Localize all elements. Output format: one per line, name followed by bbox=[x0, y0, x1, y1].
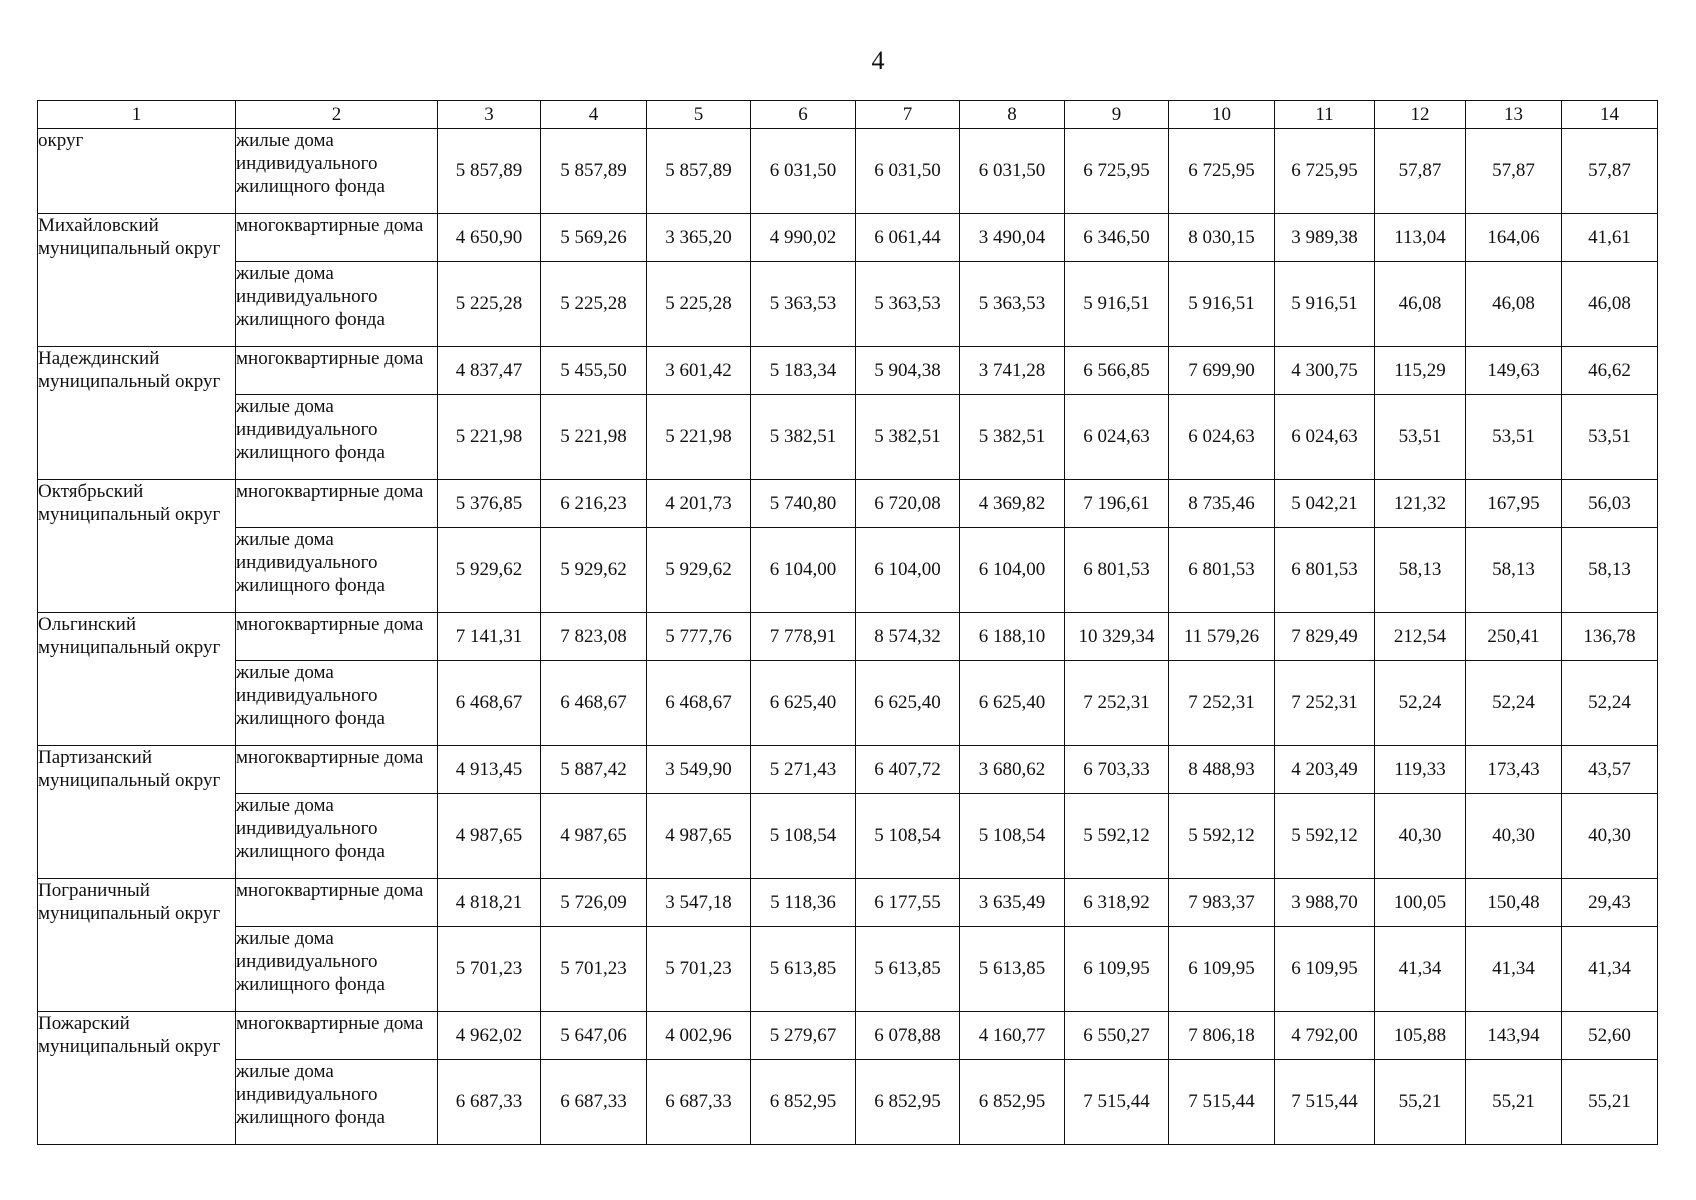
value-cell: 5 108,54 bbox=[751, 794, 856, 879]
column-header-2: 2 bbox=[236, 101, 438, 129]
value-cell: 5 613,85 bbox=[751, 927, 856, 1012]
housing-type-cell: многоквартирные дома bbox=[236, 879, 438, 927]
value-cell: 46,62 bbox=[1562, 347, 1658, 395]
value-cell: 4 002,96 bbox=[647, 1012, 751, 1060]
value-cell: 6 725,95 bbox=[1169, 129, 1275, 214]
value-cell: 4 300,75 bbox=[1275, 347, 1375, 395]
value-cell: 6 078,88 bbox=[856, 1012, 960, 1060]
value-cell: 7 141,31 bbox=[438, 613, 541, 661]
value-cell: 5 916,51 bbox=[1169, 262, 1275, 347]
value-cell: 8 488,93 bbox=[1169, 746, 1275, 794]
value-cell: 4 962,02 bbox=[438, 1012, 541, 1060]
value-cell: 6 177,55 bbox=[856, 879, 960, 927]
column-header-8: 8 bbox=[960, 101, 1065, 129]
value-cell: 3 547,18 bbox=[647, 879, 751, 927]
value-cell: 4 990,02 bbox=[751, 214, 856, 262]
value-cell: 4 913,45 bbox=[438, 746, 541, 794]
value-cell: 6 346,50 bbox=[1065, 214, 1169, 262]
value-cell: 4 201,73 bbox=[647, 480, 751, 528]
value-cell: 7 806,18 bbox=[1169, 1012, 1275, 1060]
value-cell: 6 024,63 bbox=[1169, 395, 1275, 480]
housing-type-cell: многоквартирные дома bbox=[236, 613, 438, 661]
value-cell: 5 108,54 bbox=[856, 794, 960, 879]
value-cell: 5 382,51 bbox=[960, 395, 1065, 480]
value-cell: 41,34 bbox=[1466, 927, 1562, 1012]
value-cell: 6 407,72 bbox=[856, 746, 960, 794]
table-row bbox=[38, 746, 1658, 794]
value-cell: 53,51 bbox=[1562, 395, 1658, 480]
value-cell: 5 929,62 bbox=[647, 528, 751, 613]
value-cell: 52,24 bbox=[1466, 661, 1562, 746]
value-cell: 6 024,63 bbox=[1275, 395, 1375, 480]
value-cell: 41,61 bbox=[1562, 214, 1658, 262]
table-row bbox=[38, 528, 1658, 613]
value-cell: 3 988,70 bbox=[1275, 879, 1375, 927]
housing-type-cell: жилые дома индивидуального жилищного фонда bbox=[236, 1060, 438, 1145]
value-cell: 6 687,33 bbox=[541, 1060, 647, 1145]
table-row bbox=[38, 1060, 1658, 1145]
value-cell: 46,08 bbox=[1466, 262, 1562, 347]
value-cell: 6 566,85 bbox=[1065, 347, 1169, 395]
housing-type-cell: многоквартирные дома bbox=[236, 480, 438, 528]
value-cell: 6 703,33 bbox=[1065, 746, 1169, 794]
value-cell: 4 369,82 bbox=[960, 480, 1065, 528]
column-header-6: 6 bbox=[751, 101, 856, 129]
value-cell: 43,57 bbox=[1562, 746, 1658, 794]
value-cell: 5 225,28 bbox=[647, 262, 751, 347]
value-cell: 46,08 bbox=[1375, 262, 1466, 347]
value-cell: 6 109,95 bbox=[1275, 927, 1375, 1012]
district-name-cell: Надеждинский муниципальный округ bbox=[38, 347, 236, 480]
column-header-4: 4 bbox=[541, 101, 647, 129]
value-cell: 52,60 bbox=[1562, 1012, 1658, 1060]
value-cell: 55,21 bbox=[1562, 1060, 1658, 1145]
value-cell: 6 801,53 bbox=[1169, 528, 1275, 613]
value-cell: 6 104,00 bbox=[960, 528, 1065, 613]
value-cell: 3 490,04 bbox=[960, 214, 1065, 262]
value-cell: 8 030,15 bbox=[1169, 214, 1275, 262]
value-cell: 4 650,90 bbox=[438, 214, 541, 262]
value-cell: 6 031,50 bbox=[751, 129, 856, 214]
table-row bbox=[38, 613, 1658, 661]
table-row bbox=[38, 661, 1658, 746]
value-cell: 5 569,26 bbox=[541, 214, 647, 262]
district-name-cell: Октябрьский муниципальный округ bbox=[38, 480, 236, 613]
table-row bbox=[38, 927, 1658, 1012]
value-cell: 6 720,08 bbox=[856, 480, 960, 528]
value-cell: 7 252,31 bbox=[1169, 661, 1275, 746]
value-cell: 11 579,26 bbox=[1169, 613, 1275, 661]
value-cell: 5 613,85 bbox=[856, 927, 960, 1012]
value-cell: 5 279,67 bbox=[751, 1012, 856, 1060]
value-cell: 57,87 bbox=[1375, 129, 1466, 214]
value-cell: 5 225,28 bbox=[438, 262, 541, 347]
column-header-5: 5 bbox=[647, 101, 751, 129]
value-cell: 5 916,51 bbox=[1065, 262, 1169, 347]
value-cell: 6 687,33 bbox=[438, 1060, 541, 1145]
table-row bbox=[38, 214, 1658, 262]
value-cell: 3 601,42 bbox=[647, 347, 751, 395]
value-cell: 7 983,37 bbox=[1169, 879, 1275, 927]
value-cell: 58,13 bbox=[1466, 528, 1562, 613]
value-cell: 6 852,95 bbox=[856, 1060, 960, 1145]
value-cell: 6 031,50 bbox=[856, 129, 960, 214]
value-cell: 3 365,20 bbox=[647, 214, 751, 262]
value-cell: 5 740,80 bbox=[751, 480, 856, 528]
value-cell: 6 687,33 bbox=[647, 1060, 751, 1145]
value-cell: 6 852,95 bbox=[960, 1060, 1065, 1145]
value-cell: 6 109,95 bbox=[1065, 927, 1169, 1012]
value-cell: 4 837,47 bbox=[438, 347, 541, 395]
value-cell: 4 987,65 bbox=[438, 794, 541, 879]
table-row bbox=[38, 1012, 1658, 1060]
value-cell: 8 574,32 bbox=[856, 613, 960, 661]
value-cell: 3 741,28 bbox=[960, 347, 1065, 395]
value-cell: 5 613,85 bbox=[960, 927, 1065, 1012]
value-cell: 6 468,67 bbox=[647, 661, 751, 746]
value-cell: 7 196,61 bbox=[1065, 480, 1169, 528]
value-cell: 5 701,23 bbox=[647, 927, 751, 1012]
value-cell: 5 221,98 bbox=[647, 395, 751, 480]
value-cell: 6 852,95 bbox=[751, 1060, 856, 1145]
value-cell: 5 455,50 bbox=[541, 347, 647, 395]
district-name-cell: Партизанский муниципальный округ bbox=[38, 746, 236, 879]
district-name-cell: округ bbox=[38, 129, 236, 214]
value-cell: 212,54 bbox=[1375, 613, 1466, 661]
housing-type-cell: жилые дома индивидуального жилищного фонда bbox=[236, 129, 438, 214]
value-cell: 105,88 bbox=[1375, 1012, 1466, 1060]
housing-type-cell: многоквартирные дома bbox=[236, 214, 438, 262]
value-cell: 5 701,23 bbox=[438, 927, 541, 1012]
value-cell: 7 515,44 bbox=[1065, 1060, 1169, 1145]
value-cell: 5 887,42 bbox=[541, 746, 647, 794]
value-cell: 173,43 bbox=[1466, 746, 1562, 794]
value-cell: 53,51 bbox=[1375, 395, 1466, 480]
value-cell: 10 329,34 bbox=[1065, 613, 1169, 661]
value-cell: 8 735,46 bbox=[1169, 480, 1275, 528]
value-cell: 6 024,63 bbox=[1065, 395, 1169, 480]
value-cell: 58,13 bbox=[1562, 528, 1658, 613]
value-cell: 41,34 bbox=[1562, 927, 1658, 1012]
housing-type-cell: жилые дома индивидуального жилищного фонда bbox=[236, 661, 438, 746]
value-cell: 5 857,89 bbox=[438, 129, 541, 214]
value-cell: 55,21 bbox=[1466, 1060, 1562, 1145]
value-cell: 149,63 bbox=[1466, 347, 1562, 395]
value-cell: 5 592,12 bbox=[1065, 794, 1169, 879]
district-name-cell: Пограничный муниципальный округ bbox=[38, 879, 236, 1012]
value-cell: 5 857,89 bbox=[647, 129, 751, 214]
value-cell: 6 801,53 bbox=[1065, 528, 1169, 613]
value-cell: 6 318,92 bbox=[1065, 879, 1169, 927]
value-cell: 3 989,38 bbox=[1275, 214, 1375, 262]
value-cell: 5 382,51 bbox=[856, 395, 960, 480]
value-cell: 40,30 bbox=[1562, 794, 1658, 879]
value-cell: 4 203,49 bbox=[1275, 746, 1375, 794]
value-cell: 7 252,31 bbox=[1275, 661, 1375, 746]
value-cell: 5 726,09 bbox=[541, 879, 647, 927]
table-row bbox=[38, 262, 1658, 347]
value-cell: 136,78 bbox=[1562, 613, 1658, 661]
table-row bbox=[38, 347, 1658, 395]
housing-type-cell: жилые дома индивидуального жилищного фонда bbox=[236, 927, 438, 1012]
column-header-1: 1 bbox=[38, 101, 236, 129]
value-cell: 113,04 bbox=[1375, 214, 1466, 262]
column-header-10: 10 bbox=[1169, 101, 1275, 129]
column-header-13: 13 bbox=[1466, 101, 1562, 129]
value-cell: 3 680,62 bbox=[960, 746, 1065, 794]
value-cell: 115,29 bbox=[1375, 347, 1466, 395]
value-cell: 58,13 bbox=[1375, 528, 1466, 613]
value-cell: 7 699,90 bbox=[1169, 347, 1275, 395]
value-cell: 40,30 bbox=[1375, 794, 1466, 879]
value-cell: 6 031,50 bbox=[960, 129, 1065, 214]
value-cell: 5 225,28 bbox=[541, 262, 647, 347]
value-cell: 52,24 bbox=[1562, 661, 1658, 746]
table-row bbox=[38, 395, 1658, 480]
table-body bbox=[38, 129, 1658, 1145]
value-cell: 6 061,44 bbox=[856, 214, 960, 262]
value-cell: 6 625,40 bbox=[751, 661, 856, 746]
value-cell: 6 109,95 bbox=[1169, 927, 1275, 1012]
value-cell: 7 252,31 bbox=[1065, 661, 1169, 746]
housing-type-cell: жилые дома индивидуального жилищного фонда bbox=[236, 528, 438, 613]
value-cell: 7 829,49 bbox=[1275, 613, 1375, 661]
value-cell: 41,34 bbox=[1375, 927, 1466, 1012]
value-cell: 5 382,51 bbox=[751, 395, 856, 480]
value-cell: 6 216,23 bbox=[541, 480, 647, 528]
table-row bbox=[38, 480, 1658, 528]
value-cell: 46,08 bbox=[1562, 262, 1658, 347]
value-cell: 6 801,53 bbox=[1275, 528, 1375, 613]
value-cell: 5 904,38 bbox=[856, 347, 960, 395]
value-cell: 6 625,40 bbox=[960, 661, 1065, 746]
value-cell: 4 160,77 bbox=[960, 1012, 1065, 1060]
value-cell: 5 271,43 bbox=[751, 746, 856, 794]
column-header-9: 9 bbox=[1065, 101, 1169, 129]
value-cell: 55,21 bbox=[1375, 1060, 1466, 1145]
value-cell: 6 104,00 bbox=[856, 528, 960, 613]
column-header-3: 3 bbox=[438, 101, 541, 129]
value-cell: 57,87 bbox=[1562, 129, 1658, 214]
value-cell: 6 468,67 bbox=[438, 661, 541, 746]
value-cell: 5 221,98 bbox=[438, 395, 541, 480]
value-cell: 5 929,62 bbox=[541, 528, 647, 613]
value-cell: 4 987,65 bbox=[647, 794, 751, 879]
value-cell: 5 108,54 bbox=[960, 794, 1065, 879]
housing-type-cell: жилые дома индивидуального жилищного фонда bbox=[236, 262, 438, 347]
column-header-7: 7 bbox=[856, 101, 960, 129]
value-cell: 5 592,12 bbox=[1275, 794, 1375, 879]
value-cell: 57,87 bbox=[1466, 129, 1562, 214]
value-cell: 5 592,12 bbox=[1169, 794, 1275, 879]
value-cell: 167,95 bbox=[1466, 480, 1562, 528]
value-cell: 29,43 bbox=[1562, 879, 1658, 927]
housing-type-cell: многоквартирные дома bbox=[236, 746, 438, 794]
value-cell: 6 625,40 bbox=[856, 661, 960, 746]
value-cell: 40,30 bbox=[1466, 794, 1562, 879]
value-cell: 6 468,67 bbox=[541, 661, 647, 746]
value-cell: 6 550,27 bbox=[1065, 1012, 1169, 1060]
value-cell: 143,94 bbox=[1466, 1012, 1562, 1060]
value-cell: 5 363,53 bbox=[856, 262, 960, 347]
value-cell: 7 778,91 bbox=[751, 613, 856, 661]
housing-type-cell: жилые дома индивидуального жилищного фонда bbox=[236, 395, 438, 480]
value-cell: 5 916,51 bbox=[1275, 262, 1375, 347]
value-cell: 5 777,76 bbox=[647, 613, 751, 661]
value-cell: 4 987,65 bbox=[541, 794, 647, 879]
column-header-12: 12 bbox=[1375, 101, 1466, 129]
housing-type-cell: жилые дома индивидуального жилищного фонда bbox=[236, 794, 438, 879]
value-cell: 5 376,85 bbox=[438, 480, 541, 528]
value-cell: 56,03 bbox=[1562, 480, 1658, 528]
value-cell: 5 221,98 bbox=[541, 395, 647, 480]
value-cell: 7 515,44 bbox=[1275, 1060, 1375, 1145]
value-cell: 164,06 bbox=[1466, 214, 1562, 262]
page-number: 4 bbox=[871, 46, 885, 75]
housing-type-cell: многоквартирные дома bbox=[236, 1012, 438, 1060]
table-row bbox=[38, 794, 1658, 879]
district-name-cell: Ольгинский муниципальный округ bbox=[38, 613, 236, 746]
value-cell: 5 857,89 bbox=[541, 129, 647, 214]
value-cell: 53,51 bbox=[1466, 395, 1562, 480]
district-name-cell: Михайловский муниципальный округ bbox=[38, 214, 236, 347]
value-cell: 5 042,21 bbox=[1275, 480, 1375, 528]
value-cell: 6 104,00 bbox=[751, 528, 856, 613]
value-cell: 6 725,95 bbox=[1275, 129, 1375, 214]
value-cell: 6 725,95 bbox=[1065, 129, 1169, 214]
column-header-11: 11 bbox=[1275, 101, 1375, 129]
header-row bbox=[38, 101, 1658, 129]
value-cell: 3 635,49 bbox=[960, 879, 1065, 927]
value-cell: 3 549,90 bbox=[647, 746, 751, 794]
value-cell: 5 363,53 bbox=[751, 262, 856, 347]
value-cell: 5 929,62 bbox=[438, 528, 541, 613]
tariff-table bbox=[37, 100, 1658, 1145]
value-cell: 7 823,08 bbox=[541, 613, 647, 661]
table-header bbox=[38, 101, 1658, 129]
value-cell: 5 183,34 bbox=[751, 347, 856, 395]
value-cell: 150,48 bbox=[1466, 879, 1562, 927]
value-cell: 119,33 bbox=[1375, 746, 1466, 794]
value-cell: 5 701,23 bbox=[541, 927, 647, 1012]
value-cell: 5 363,53 bbox=[960, 262, 1065, 347]
value-cell: 6 188,10 bbox=[960, 613, 1065, 661]
value-cell: 250,41 bbox=[1466, 613, 1562, 661]
district-name-cell: Пожарский муниципальный округ bbox=[38, 1012, 236, 1145]
value-cell: 5 647,06 bbox=[541, 1012, 647, 1060]
value-cell: 100,05 bbox=[1375, 879, 1466, 927]
housing-type-cell: многоквартирные дома bbox=[236, 347, 438, 395]
table-row bbox=[38, 879, 1658, 927]
value-cell: 5 118,36 bbox=[751, 879, 856, 927]
value-cell: 4 792,00 bbox=[1275, 1012, 1375, 1060]
value-cell: 7 515,44 bbox=[1169, 1060, 1275, 1145]
table-row bbox=[38, 129, 1658, 214]
value-cell: 4 818,21 bbox=[438, 879, 541, 927]
value-cell: 121,32 bbox=[1375, 480, 1466, 528]
column-header-14: 14 bbox=[1562, 101, 1658, 129]
value-cell: 52,24 bbox=[1375, 661, 1466, 746]
